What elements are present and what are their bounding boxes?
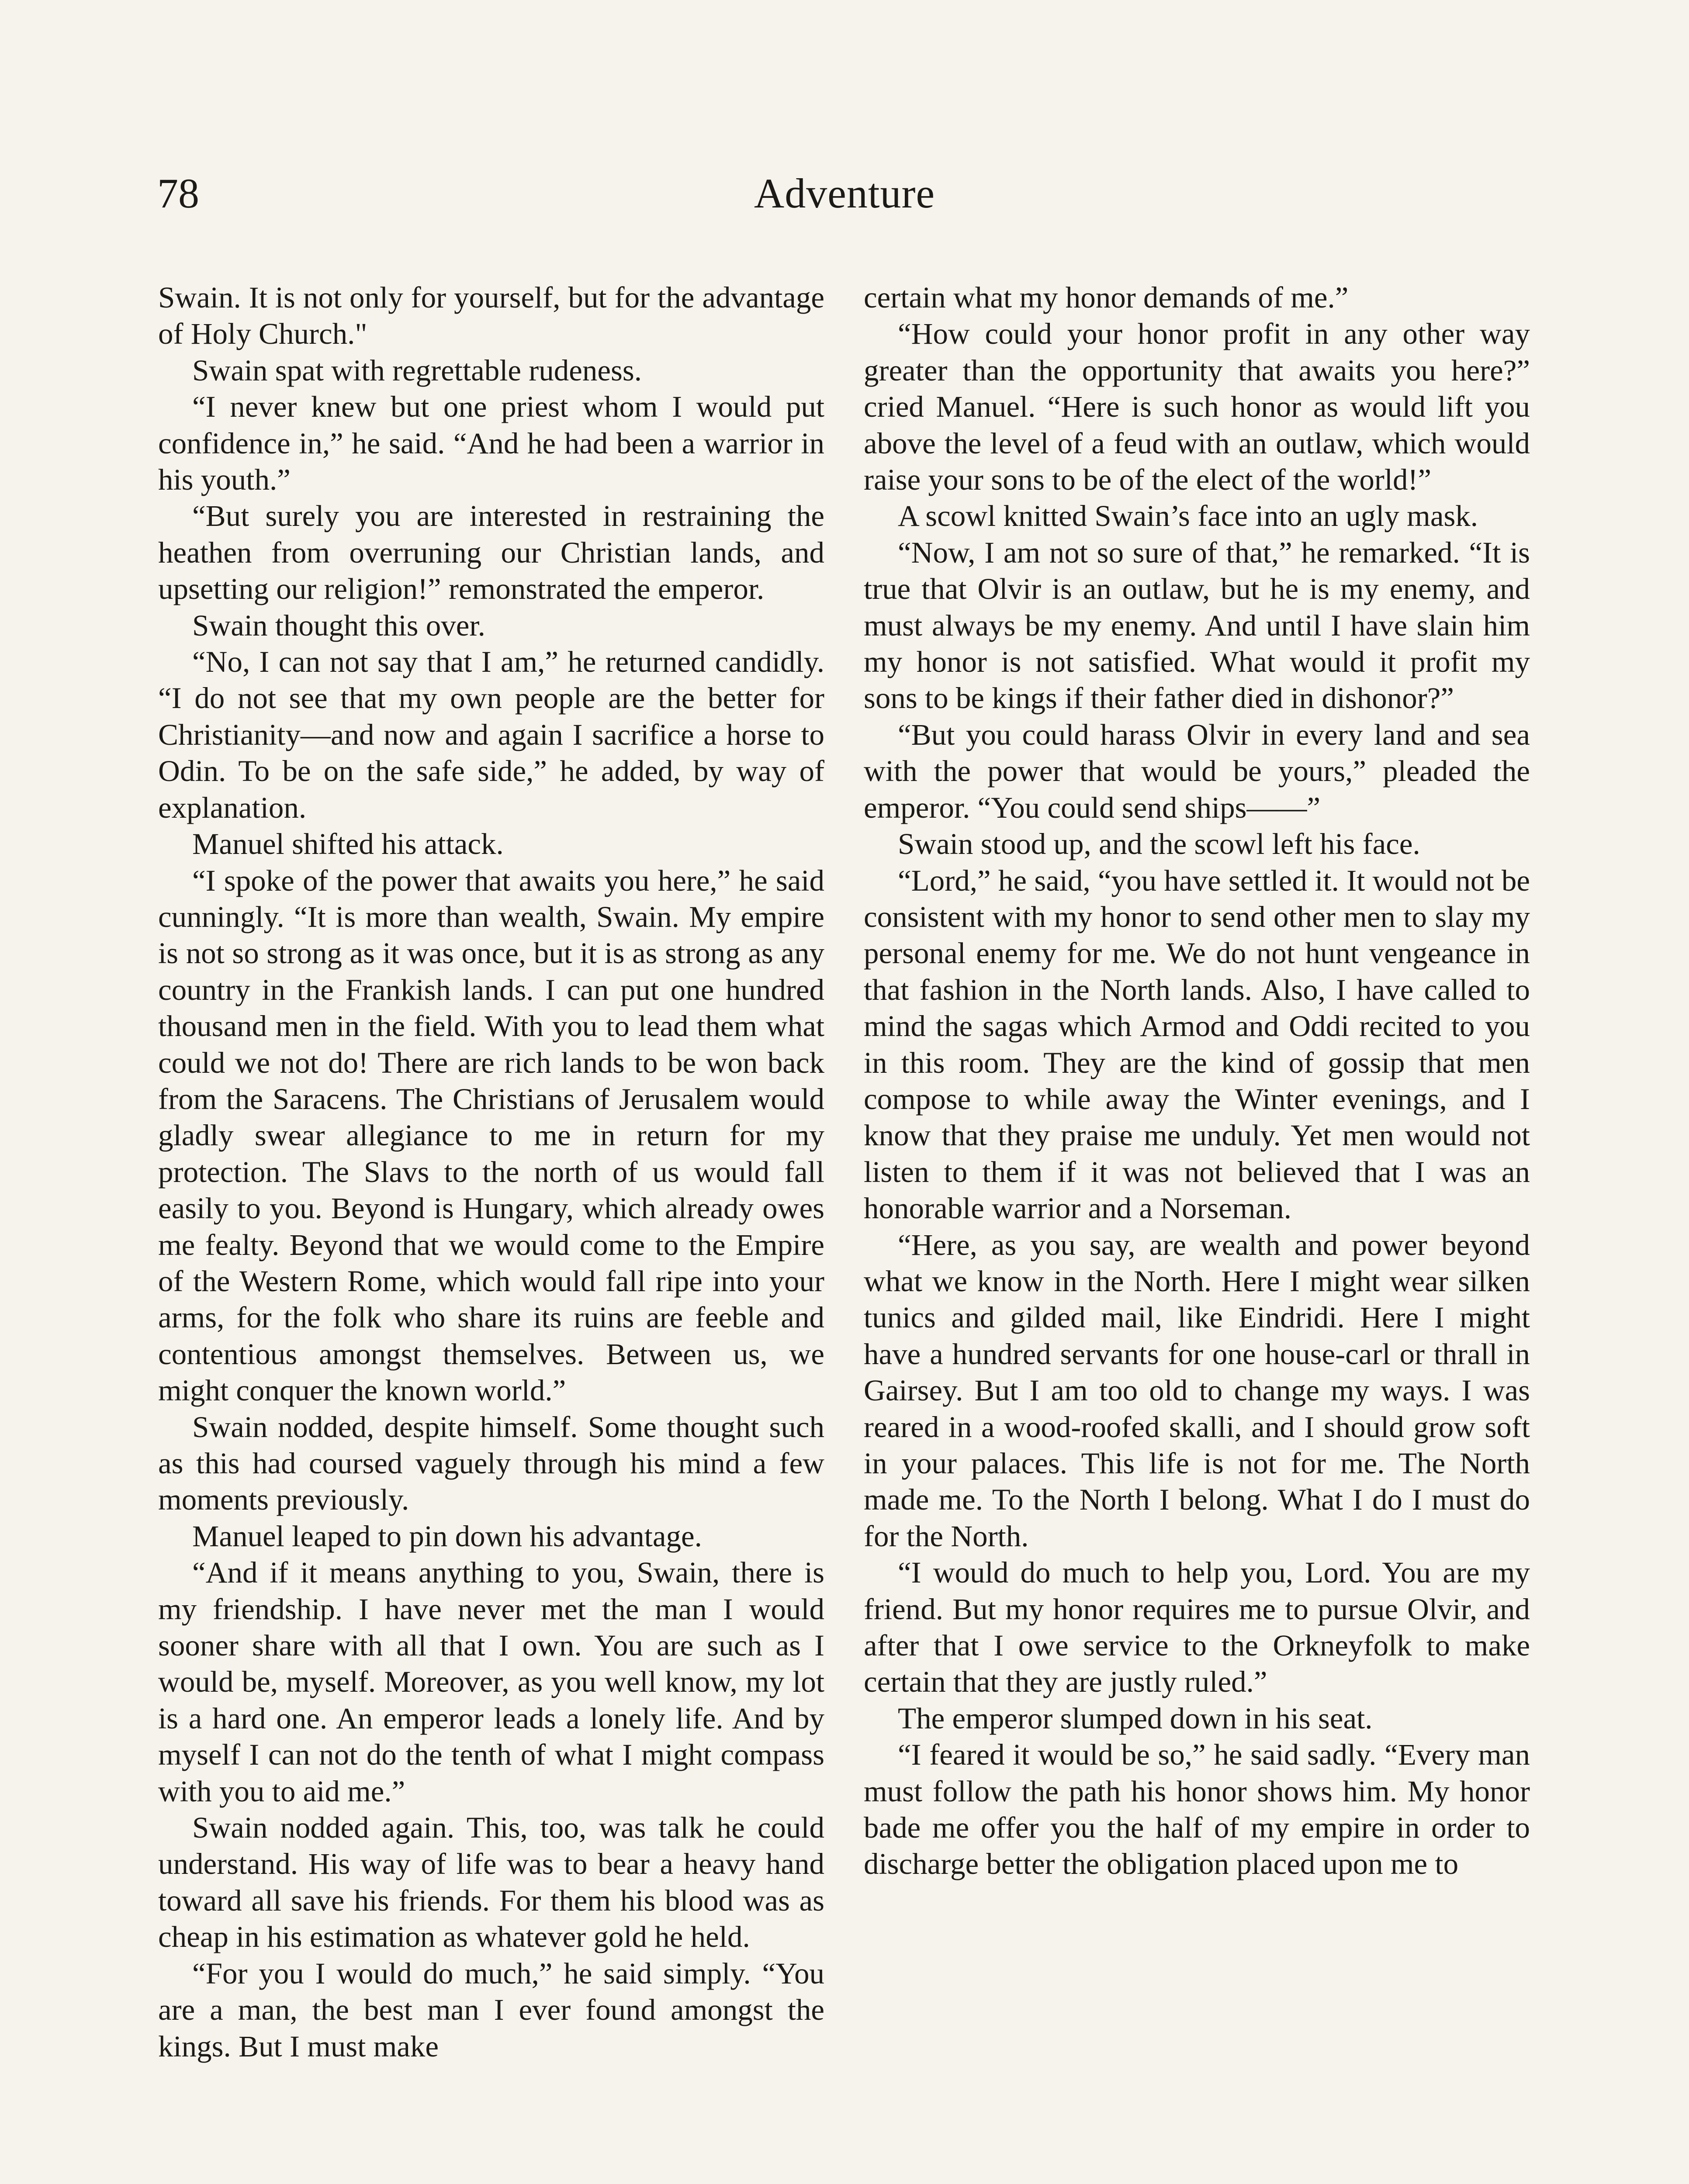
- paragraph: “I spoke of the power that awaits you here,” he said cunningly. “It is more than wealth, Swain. My empire is not so strong as it was once, but it is as strong as any country in the Frankish lands. I can put one hundred thousand men in the field. With you to lead them what could we not do! There are rich lands to be won back from the Saracens. The Christians of Jerusalem would gladly swear allegiance to me in return for my protection. The Slavs to the north of us would fall easily to you. Beyond is Hungary, which already owes me fealty. Beyond that we would come to the Empire of the Western Rome, which would fall ripe into your arms, for the folk who share its ruins are feeble and contentious amongst themselves. Between us, we might conquer the known world.”: [158, 864, 824, 1407]
- paragraph: Swain. It is not only for yourself, but for the advantage of Holy Church.": [158, 281, 824, 351]
- paragraph: “How could your honor profit in any other way greater than the opportunity that awaits you here?” cried Manuel. “Here is such honor as would lift you above the level of a feud with an outlaw, which would raise your sons to be of the elect of the world!”: [864, 317, 1530, 497]
- paragraph: Manuel leaped to pin down his advantage.: [192, 1519, 702, 1553]
- paragraph: “Here, as you say, are wealth and power beyond what we know in the North. Here I might wear silken tunics and gilded mail, like Eindridi. Here I might have a hundred servants for one house-carl or thrall in Gairsey. But I am too old to change my ways. I was reared in a wood-roofed skalli, and I should grow soft in your palaces. This life is not for me. The North made me. To the North I belong. What I do I must do for the North.: [864, 1228, 1530, 1553]
- paragraph: “But you could harass Olvir in every land and sea with the power that would be yours,” pleaded the emperor. “You could send ships——”: [864, 718, 1530, 824]
- paragraph: Swain nodded, despite himself. Some thought such as this had coursed vaguely through his mind a few moments previously.: [158, 1410, 824, 1517]
- paragraph: “And if it means anything to you, Swain, there is my friendship. I have never met the man I would sooner share with all that I own. You are such as I would be, myself. Moreover, as you well know, my lot is a hard one. An emperor leads a lonely life. And by myself I can not do the tenth of what I might compass with you to aid me.”: [158, 1556, 824, 1808]
- paragraph: “Now, I am not so sure of that,” he remarked. “It is true that Olvir is an outlaw, but he is my enemy, and must always be my enemy. And until I have slain him my honor is not satisfied. What would it profit my sons to be kings if their father died in dishonor?”: [864, 536, 1530, 715]
- right-column: [864, 280, 1530, 1883]
- paragraph: Manuel shifted his attack.: [192, 827, 504, 861]
- paragraph: “Lord,” he said, “you have settled it. It would not be consistent with my honor to send other men to slay my personal enemy for me. We do not hunt vengeance in that fashion in the North lands. Also, I have called to mind the sagas which Armod and Oddi recited to you in this room. They are the kind of gossip that men compose to while away the Winter evenings, and I know that they praise me unduly. Yet men would not listen to them if it was not believed that I was an honorable warrior and a Norseman.: [864, 864, 1530, 1225]
- paragraph: certain what my honor demands of me.”: [864, 281, 1349, 314]
- paragraph: Swain spat with regrettable rudeness.: [192, 353, 642, 387]
- running-title: Adventure: [754, 170, 935, 217]
- paragraph: “For you I would do much,” he said simply. “You are a man, the best man I ever found amongst the kings. But I must make: [158, 1956, 824, 2063]
- paragraph: Swain nodded again. This, too, was talk he could understand. His way of life was to bear a heavy hand toward all save his friends. For them his blood was as cheap in his estimation as whatever gold he held.: [158, 1811, 824, 1954]
- page-number: 78: [157, 170, 199, 217]
- paragraph: Swain thought this over.: [192, 608, 485, 642]
- paragraph: “I feared it would be so,” he said sadly. “Every man must follow the path his honor shows him. My honor bade me offer you the half of my empire in order to discharge better the obligation placed upon me to: [864, 1738, 1530, 1881]
- paragraph: “I would do much to help you, Lord. You are my friend. But my honor requires me to pursue Olvir, and after that I owe service to the Orkneyfolk to make certain that they are justly ruled.”: [864, 1556, 1530, 1699]
- paragraph: Swain stood up, and the scowl left his face.: [898, 827, 1420, 861]
- paragraph: The emperor slumped down in his seat.: [898, 1701, 1373, 1735]
- paragraph: A scowl knitted Swain’s face into an ugly mask.: [898, 499, 1478, 533]
- left-column: [158, 280, 824, 2065]
- paragraph: “No, I can not say that I am,” he returned candidly. “I do not see that my own people are the better for Christianity—and now and again I sacrifice a horse to Odin. To be on the safe side,” he added, by way of explanation.: [158, 645, 824, 824]
- paragraph: “I never knew but one priest whom I would put confidence in,” he said. “And he had been a warrior in his youth.”: [158, 390, 824, 497]
- paragraph: “But surely you are interested in restraining the heathen from overruning our Christian lands, and upsetting our religion!” remonstrated the emperor.: [158, 499, 824, 606]
